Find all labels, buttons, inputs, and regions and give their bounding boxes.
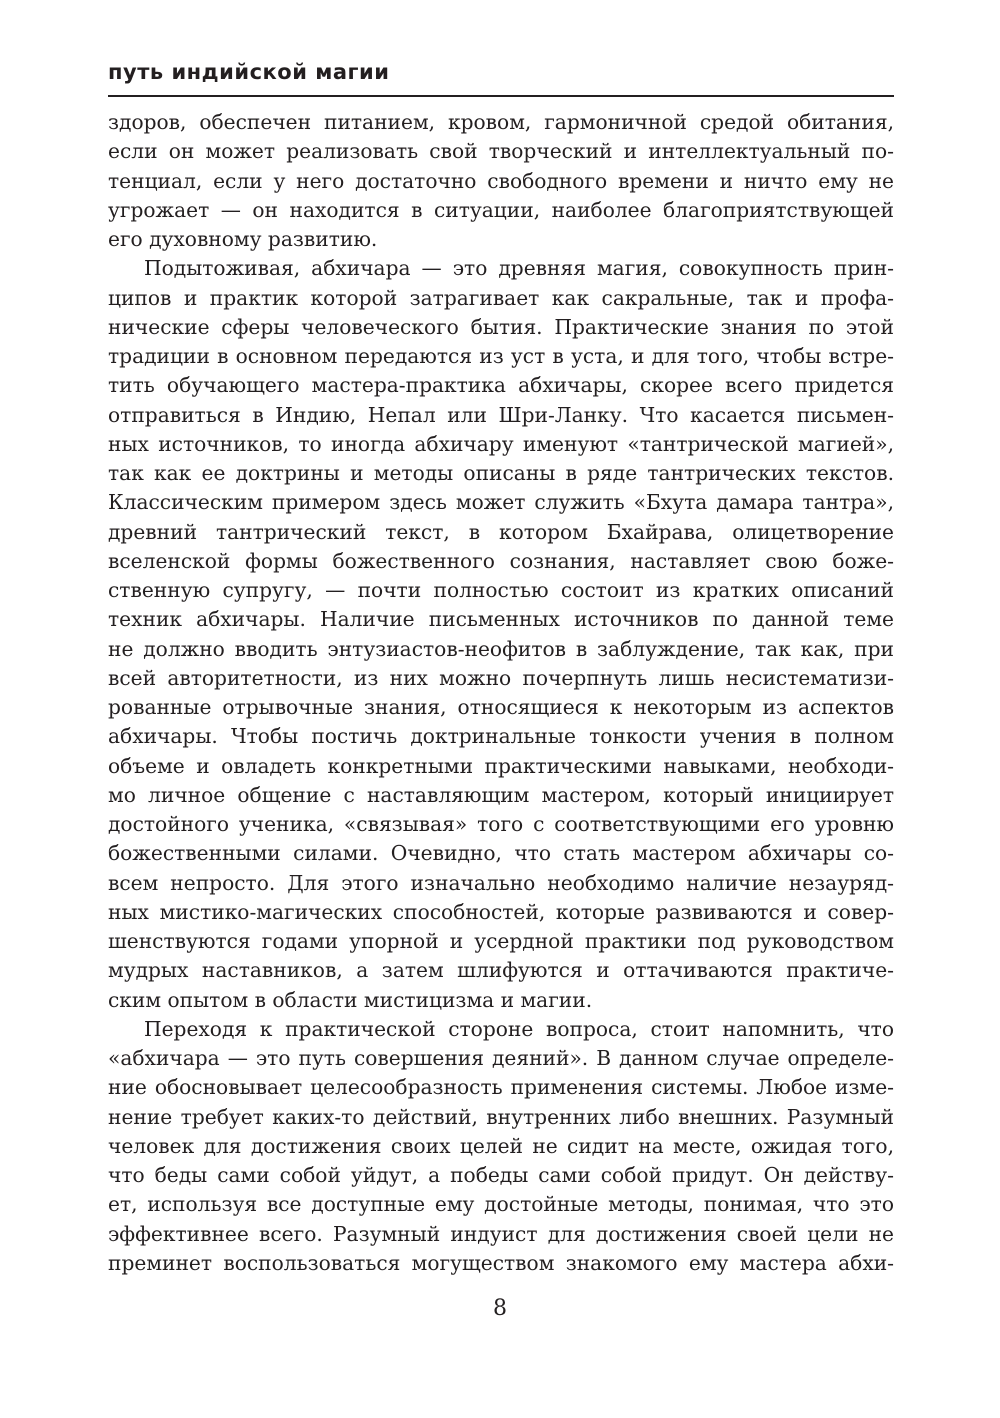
text-line: древний тантрический текст, в котором Бхайрава, олицетворение [108,519,894,544]
header-rule [108,95,894,97]
text-line: рованные отрывочные знания, относящиеся к некоторым из аспектов [108,695,894,719]
text-line: человек для достижения своих целей не сидит на месте, ожидая того, [108,1133,894,1158]
text-line: объеме и овладеть конкретными практическими навыками, необходи- [108,753,894,778]
text-line: ственную супругу, — почти полностью состоит из кратких описаний [108,578,894,602]
text-line: ципов и практик которой затрагивает как сакральные, так и профа- [108,285,894,310]
text-line: традиции в основном передаются из уст в уста, и для того, чтобы встре- [108,344,894,368]
text-line: тить обучающего мастера-практика абхичары, скорее всего придется [108,373,894,398]
text-line: тенциал, если у него достаточно свободного времени и ничто ему не [108,168,894,193]
paragraph [108,254,894,1015]
text-line: мудрых наставников, а затем шлифуются и оттачиваются практиче- [108,958,894,983]
text-line: шенствуются годами упорной и усердной практики под руководством [108,929,894,953]
text-line: нение требует каких-то действий, внутренних либо внешних. Разумный [108,1104,894,1129]
text-line: всей авторитетности, из них можно почерпнуть лишь несистематизи- [108,665,894,690]
text-line: всем непросто. Для этого изначально необходимо наличие незауряд- [108,870,894,895]
text-line: техник абхичары. Наличие письменных источников по данной теме [108,607,894,632]
text-line: так как ее доктрины и методы описаны в ряде тантрических текстов. [108,461,894,485]
text-line: мо личное общение с наставляющим мастером, который инициирует [108,782,894,807]
text-line: «абхичара — это путь совершения деяний». В данном случае определе- [108,1046,894,1070]
page-number: 8 [493,1296,507,1321]
text-line: ние обосновывает целесообразность применения системы. Любое изме- [108,1075,894,1100]
text-line: эффективнее всего. Разумный индуист для достижения своей цели не [108,1221,894,1246]
text-line: здоров, обеспечен питанием, кровом, гармоничной средой обитания, [108,110,894,134]
text-line: Переходя к практической стороне вопроса, стоит напомнить, что [144,1016,894,1041]
text-line: Классическим примером здесь может служить «Бхута дамара тантра», [108,490,894,515]
text-line: не должно вводить энтузиастов-неофитов в заблуждение, так как, при [108,636,894,661]
text-line: если он может реализовать свой творческий и интеллектуальный по- [108,139,894,164]
text-line: абхичары. Чтобы постичь доктринальные тонкости учения в полном [108,724,894,749]
text-line: угрожает — он находится в ситуации, наиболее благоприятствующей [108,197,894,222]
text-line: достойного ученика, «связывая» того с соответствующими его уровню [108,812,894,836]
text-line: ским опытом в области мистицизма и магии. [108,987,593,1012]
text-line: отправиться в Индию, Непал или Шри-Ланку. Что касается письмен- [108,402,894,427]
text-line: божественными силами. Очевидно, что стать мастером абхичары со- [108,841,894,866]
text-line: что беды сами собой уйдут, а победы сами собой придут. Он действу- [108,1163,894,1187]
text-line: его духовному развитию. [108,227,378,251]
text-line: вселенской формы божественного сознания, наставляет свою боже- [108,548,894,573]
text-line: ет, используя все доступные ему достойные методы, понимая, что это [108,1192,894,1217]
text-line: ных источников, то иногда абхичару именуют «тантрической магией», [108,431,894,456]
text-line: Подытоживая, абхичара — это древняя магия, совокупность прин- [144,256,894,281]
body-text [108,108,894,1278]
text-line: нические сферы человеческого бытия. Практические знания по этой [108,314,894,339]
paragraph [108,1015,894,1278]
text-line: преминет воспользоваться могуществом знакомого ему мастера абхи- [108,1250,894,1275]
running-head: путь индийской магии [108,60,390,84]
paragraph [108,108,894,254]
text-line: ных мистико-магических способностей, которые развиваются и совер- [108,899,894,924]
